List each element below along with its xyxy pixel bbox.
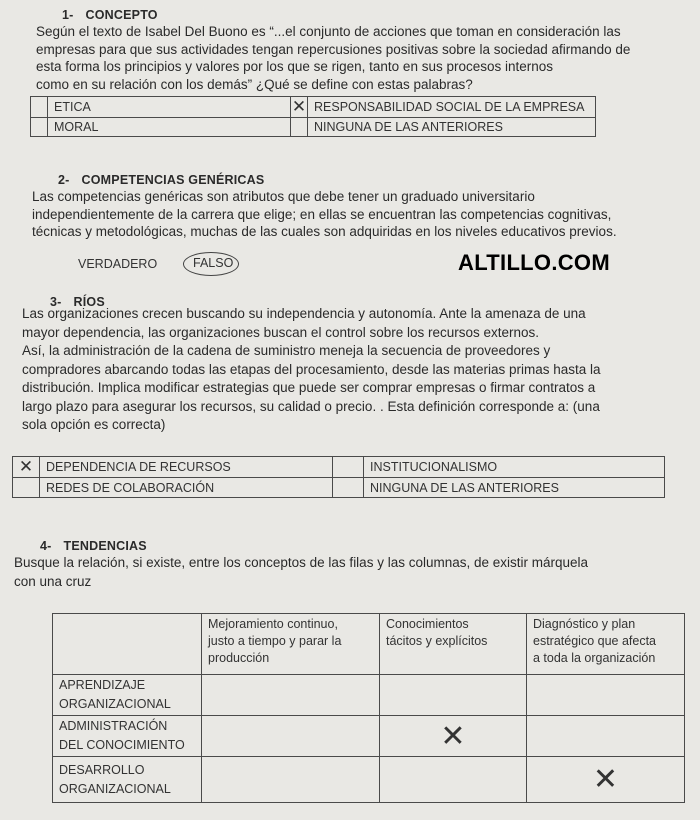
matrix-cell[interactable]: ✕ bbox=[527, 757, 685, 803]
matrix-column-header bbox=[202, 614, 380, 675]
matrix-row-header bbox=[53, 675, 202, 716]
q3-text-line: largo plazo para asegurar los recursos, su calidad o precio. . Esta definición corresponde a: (una bbox=[22, 398, 600, 414]
q4-text bbox=[14, 553, 588, 591]
matrix-cell[interactable] bbox=[527, 675, 685, 716]
row-header-line: APRENDIZAJE bbox=[59, 678, 146, 692]
column-header-line: producción bbox=[208, 651, 270, 665]
q3-option-dependencia-checkbox[interactable]: ✕ bbox=[13, 457, 40, 478]
q1-heading bbox=[62, 8, 158, 22]
table-row bbox=[53, 757, 685, 803]
q3-option-dependencia: DEPENDENCIA DE RECURSOS bbox=[40, 457, 333, 478]
q1-text-line: esta forma los principios y valores por los que se rigen, tanto en sus procesos internos bbox=[36, 59, 554, 74]
matrix-cell[interactable] bbox=[202, 675, 380, 716]
column-header-line: justo a tiempo y parar la bbox=[208, 634, 342, 648]
table-row bbox=[53, 675, 685, 716]
matrix-cell[interactable] bbox=[527, 716, 685, 757]
matrix-cell[interactable] bbox=[202, 716, 380, 757]
q4-text-line: Busque la relación, si existe, entre los conceptos de las filas y las columnas, de existir márquela bbox=[14, 555, 589, 570]
q2-option-falso[interactable]: FALSO bbox=[193, 256, 234, 270]
q3-title: RÍOS bbox=[73, 295, 105, 309]
q2-title: COMPETENCIAS GENÉRICAS bbox=[81, 173, 265, 187]
row-header-line: ORGANIZACIONAL bbox=[59, 781, 171, 796]
q1-options-table bbox=[30, 96, 596, 137]
matrix-cell[interactable] bbox=[380, 757, 527, 803]
matrix-column-header bbox=[527, 614, 685, 675]
q2-heading bbox=[58, 173, 264, 187]
q1-text bbox=[36, 23, 630, 93]
q3-text-line: sola opción es correcta) bbox=[22, 417, 166, 432]
q2-number: 2- bbox=[58, 173, 70, 187]
table-row bbox=[53, 716, 685, 757]
q1-text-line: como en su relación con los demás” ¿Qué se define con estas palabras? bbox=[36, 76, 473, 92]
q1-option-etica-checkbox[interactable] bbox=[31, 97, 48, 118]
q3-option-ninguna-checkbox[interactable] bbox=[333, 478, 364, 498]
row-header-line: DEL CONOCIMIENTO bbox=[59, 738, 185, 752]
matrix-row-header bbox=[53, 716, 202, 757]
q3-text-line: mayor dependencia, las organizaciones buscan el control sobre los recursos externos. bbox=[22, 324, 540, 340]
q1-option-moral: MORAL bbox=[48, 118, 291, 137]
column-header-line: tácitos y explícitos bbox=[386, 634, 488, 648]
row-header-line: ADMINISTRACIÓN bbox=[59, 719, 168, 733]
q1-option-ninguna-checkbox[interactable] bbox=[291, 118, 308, 137]
column-header-line: a toda la organización bbox=[533, 651, 656, 665]
q2-option-verdadero[interactable]: VERDADERO bbox=[78, 257, 158, 271]
row-header-line: ORGANIZACIONAL bbox=[59, 697, 171, 711]
matrix-cell[interactable] bbox=[202, 757, 380, 803]
q1-text-line: Según el texto de Isabel Del Buono es “...el conjunto de acciones que toman en consideración las bbox=[36, 24, 621, 39]
q2-text-line: Las competencias genéricas son atributos que debe tener un graduado universitario bbox=[32, 189, 535, 204]
column-header-line: Mejoramiento continuo, bbox=[208, 617, 338, 631]
matrix-corner-cell bbox=[53, 614, 202, 675]
q3-option-institucionalismo: INSTITUCIONALISMO bbox=[364, 457, 665, 478]
column-header-line: Diagnóstico y plan bbox=[533, 617, 636, 631]
q2-text-line: técnicas y metodológicas, muchas de las cuales son adquiridas en los niveles educativos previos. bbox=[32, 224, 617, 239]
row-header-line: DESARROLLO bbox=[59, 762, 145, 777]
q2-text bbox=[32, 188, 617, 241]
q3-option-ninguna: NINGUNA DE LAS ANTERIORES bbox=[364, 478, 665, 498]
q1-option-ninguna: NINGUNA DE LAS ANTERIORES bbox=[308, 118, 596, 137]
q4-matrix-table bbox=[52, 613, 685, 803]
q3-option-institucionalismo-checkbox[interactable] bbox=[333, 457, 364, 478]
q3-number: 3- bbox=[50, 295, 62, 309]
q2-text-line: independientemente de la carrera que elige; en ellas se encuentran las competencias cognitivas, bbox=[32, 206, 612, 222]
q1-option-rse-checkbox[interactable]: ✕ bbox=[291, 97, 307, 116]
q1-title: CONCEPTO bbox=[85, 8, 158, 22]
q4-number: 4- bbox=[40, 539, 52, 553]
q3-text-line: Las organizaciones crecen buscando su independencia y autonomía. Ante la amenaza de una bbox=[22, 306, 586, 321]
column-header-line: Conocimientos bbox=[386, 617, 469, 631]
q3-text-line: distribución. Implica modificar estrategias que puede ser comprar empresas o firmar contratos a bbox=[22, 380, 596, 395]
matrix-row-header bbox=[53, 757, 202, 803]
q4-title: TENDENCIAS bbox=[63, 539, 147, 553]
q4-text-line: con una cruz bbox=[14, 574, 92, 589]
q3-text bbox=[22, 305, 601, 435]
q3-options-table bbox=[12, 456, 665, 498]
matrix-cell[interactable]: ✕ bbox=[380, 716, 527, 757]
q3-text-line: compradores abarcando todas las etapas del procesamiento, desde las materias primas hasta la bbox=[22, 361, 601, 377]
q1-option-moral-checkbox[interactable] bbox=[31, 118, 48, 137]
q3-text-line: Así, la administración de la cadena de suministro meneja la secuencia de proveedores y bbox=[22, 343, 551, 358]
q1-text-line: empresas para que sus actividades tengan repercusiones positivas sobre la sociedad afirmando de bbox=[36, 41, 631, 57]
altillo-watermark: ALTILLO.COM bbox=[458, 250, 610, 275]
q1-number: 1- bbox=[62, 8, 74, 22]
q3-option-redes: REDES DE COLABORACIÓN bbox=[40, 478, 333, 498]
matrix-column-header bbox=[380, 614, 527, 675]
q3-option-redes-checkbox[interactable] bbox=[13, 478, 40, 498]
q1-option-etica: ETICA bbox=[48, 97, 291, 118]
matrix-cell[interactable] bbox=[380, 675, 527, 716]
column-header-line: estratégico que afecta bbox=[533, 634, 656, 648]
q1-option-rse: RESPONSABILIDAD SOCIAL DE LA EMPRESA bbox=[308, 97, 596, 118]
q4-heading bbox=[40, 539, 147, 553]
